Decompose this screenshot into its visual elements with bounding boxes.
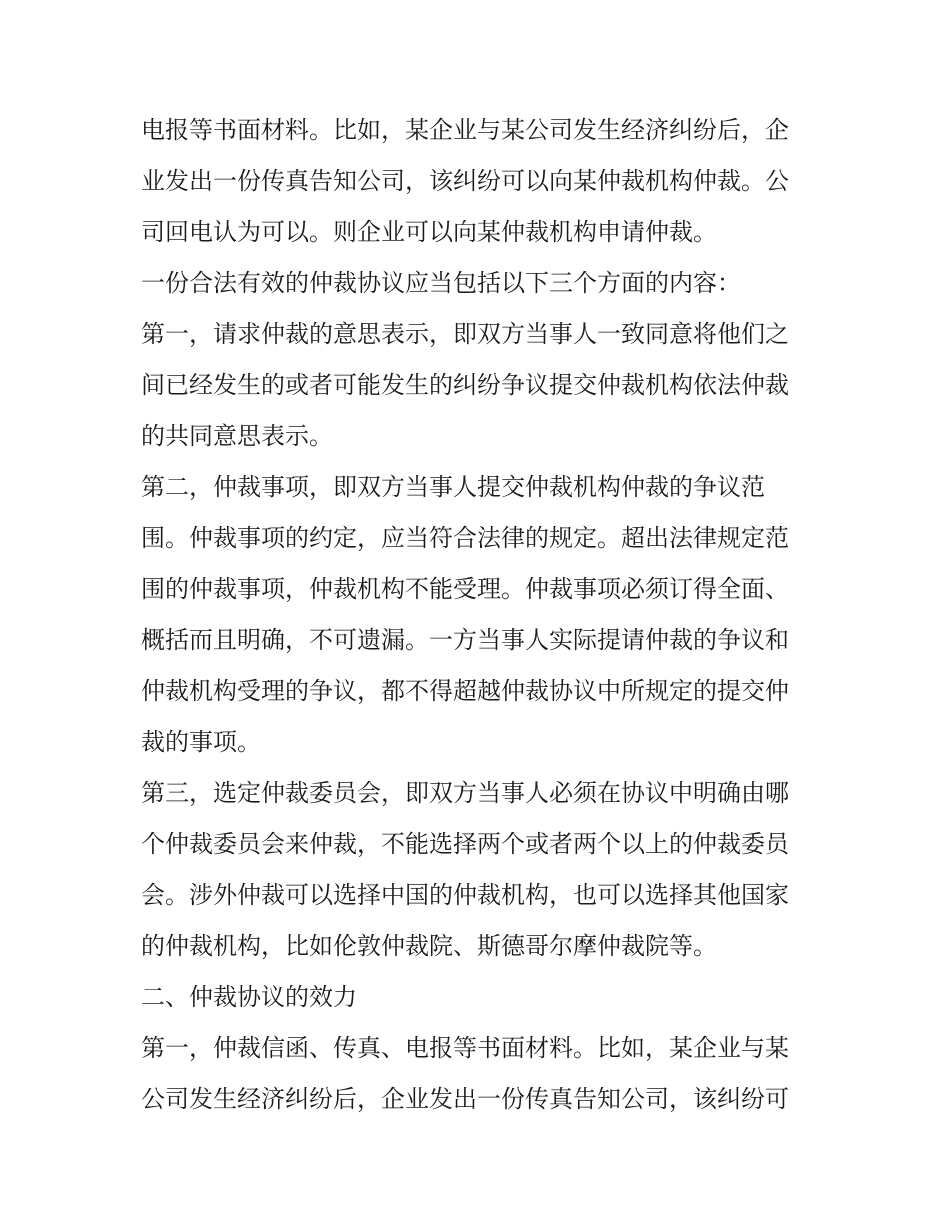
text-line: 的仲裁机构，比如伦敦仲裁院、斯德哥尔摩仲裁院等。	[141, 932, 717, 960]
text-line: 裁的事项。	[141, 728, 261, 756]
text-line: 仲裁机构受理的争议，都不得超越仲裁协议中所规定的提交仲	[141, 677, 789, 705]
text-line: 业发出一份传真告知公司，该纠纷可以向某仲裁机构仲裁。公	[141, 167, 789, 195]
text-line: 围。仲裁事项的约定，应当符合法律的规定。超出法律规定范	[141, 524, 789, 552]
text-line: 的共同意思表示。	[141, 422, 333, 450]
text-line: 概括而且明确，不可遗漏。一方当事人实际提请仲裁的争议和	[141, 626, 789, 654]
text-line: 公司发生经济纠纷后，企业发出一份传真告知公司，该纠纷可	[141, 1085, 789, 1113]
text-line: 围的仲裁事项，仲裁机构不能受理。仲裁事项必须订得全面、	[141, 575, 789, 603]
section-heading: 二、仲裁协议的效力	[141, 983, 357, 1011]
text-line: 第一，仲裁信函、传真、电报等书面材料。比如，某企业与某	[141, 1034, 789, 1062]
text-line: 一份合法有效的仲裁协议应当包括以下三个方面的内容：	[141, 269, 741, 297]
text-line: 司回电认为可以。则企业可以向某仲裁机构申请仲裁。	[141, 218, 717, 246]
text-line: 电报等书面材料。比如，某企业与某公司发生经济纠纷后，企	[141, 116, 789, 144]
text-line: 会。涉外仲裁可以选择中国的仲裁机构，也可以选择其他国家	[141, 881, 789, 909]
text-line: 间已经发生的或者可能发生的纠纷争议提交仲裁机构依法仲裁	[141, 371, 789, 399]
document-body	[141, 105, 813, 1125]
text-line: 第三，选定仲裁委员会，即双方当事人必须在协议中明确由哪	[141, 779, 789, 807]
text-line: 第一，请求仲裁的意思表示，即双方当事人一致同意将他们之	[141, 320, 789, 348]
text-line: 个仲裁委员会来仲裁，不能选择两个或者两个以上的仲裁委员	[141, 830, 789, 858]
text-line: 第二，仲裁事项，即双方当事人提交仲裁机构仲裁的争议范	[141, 473, 765, 501]
